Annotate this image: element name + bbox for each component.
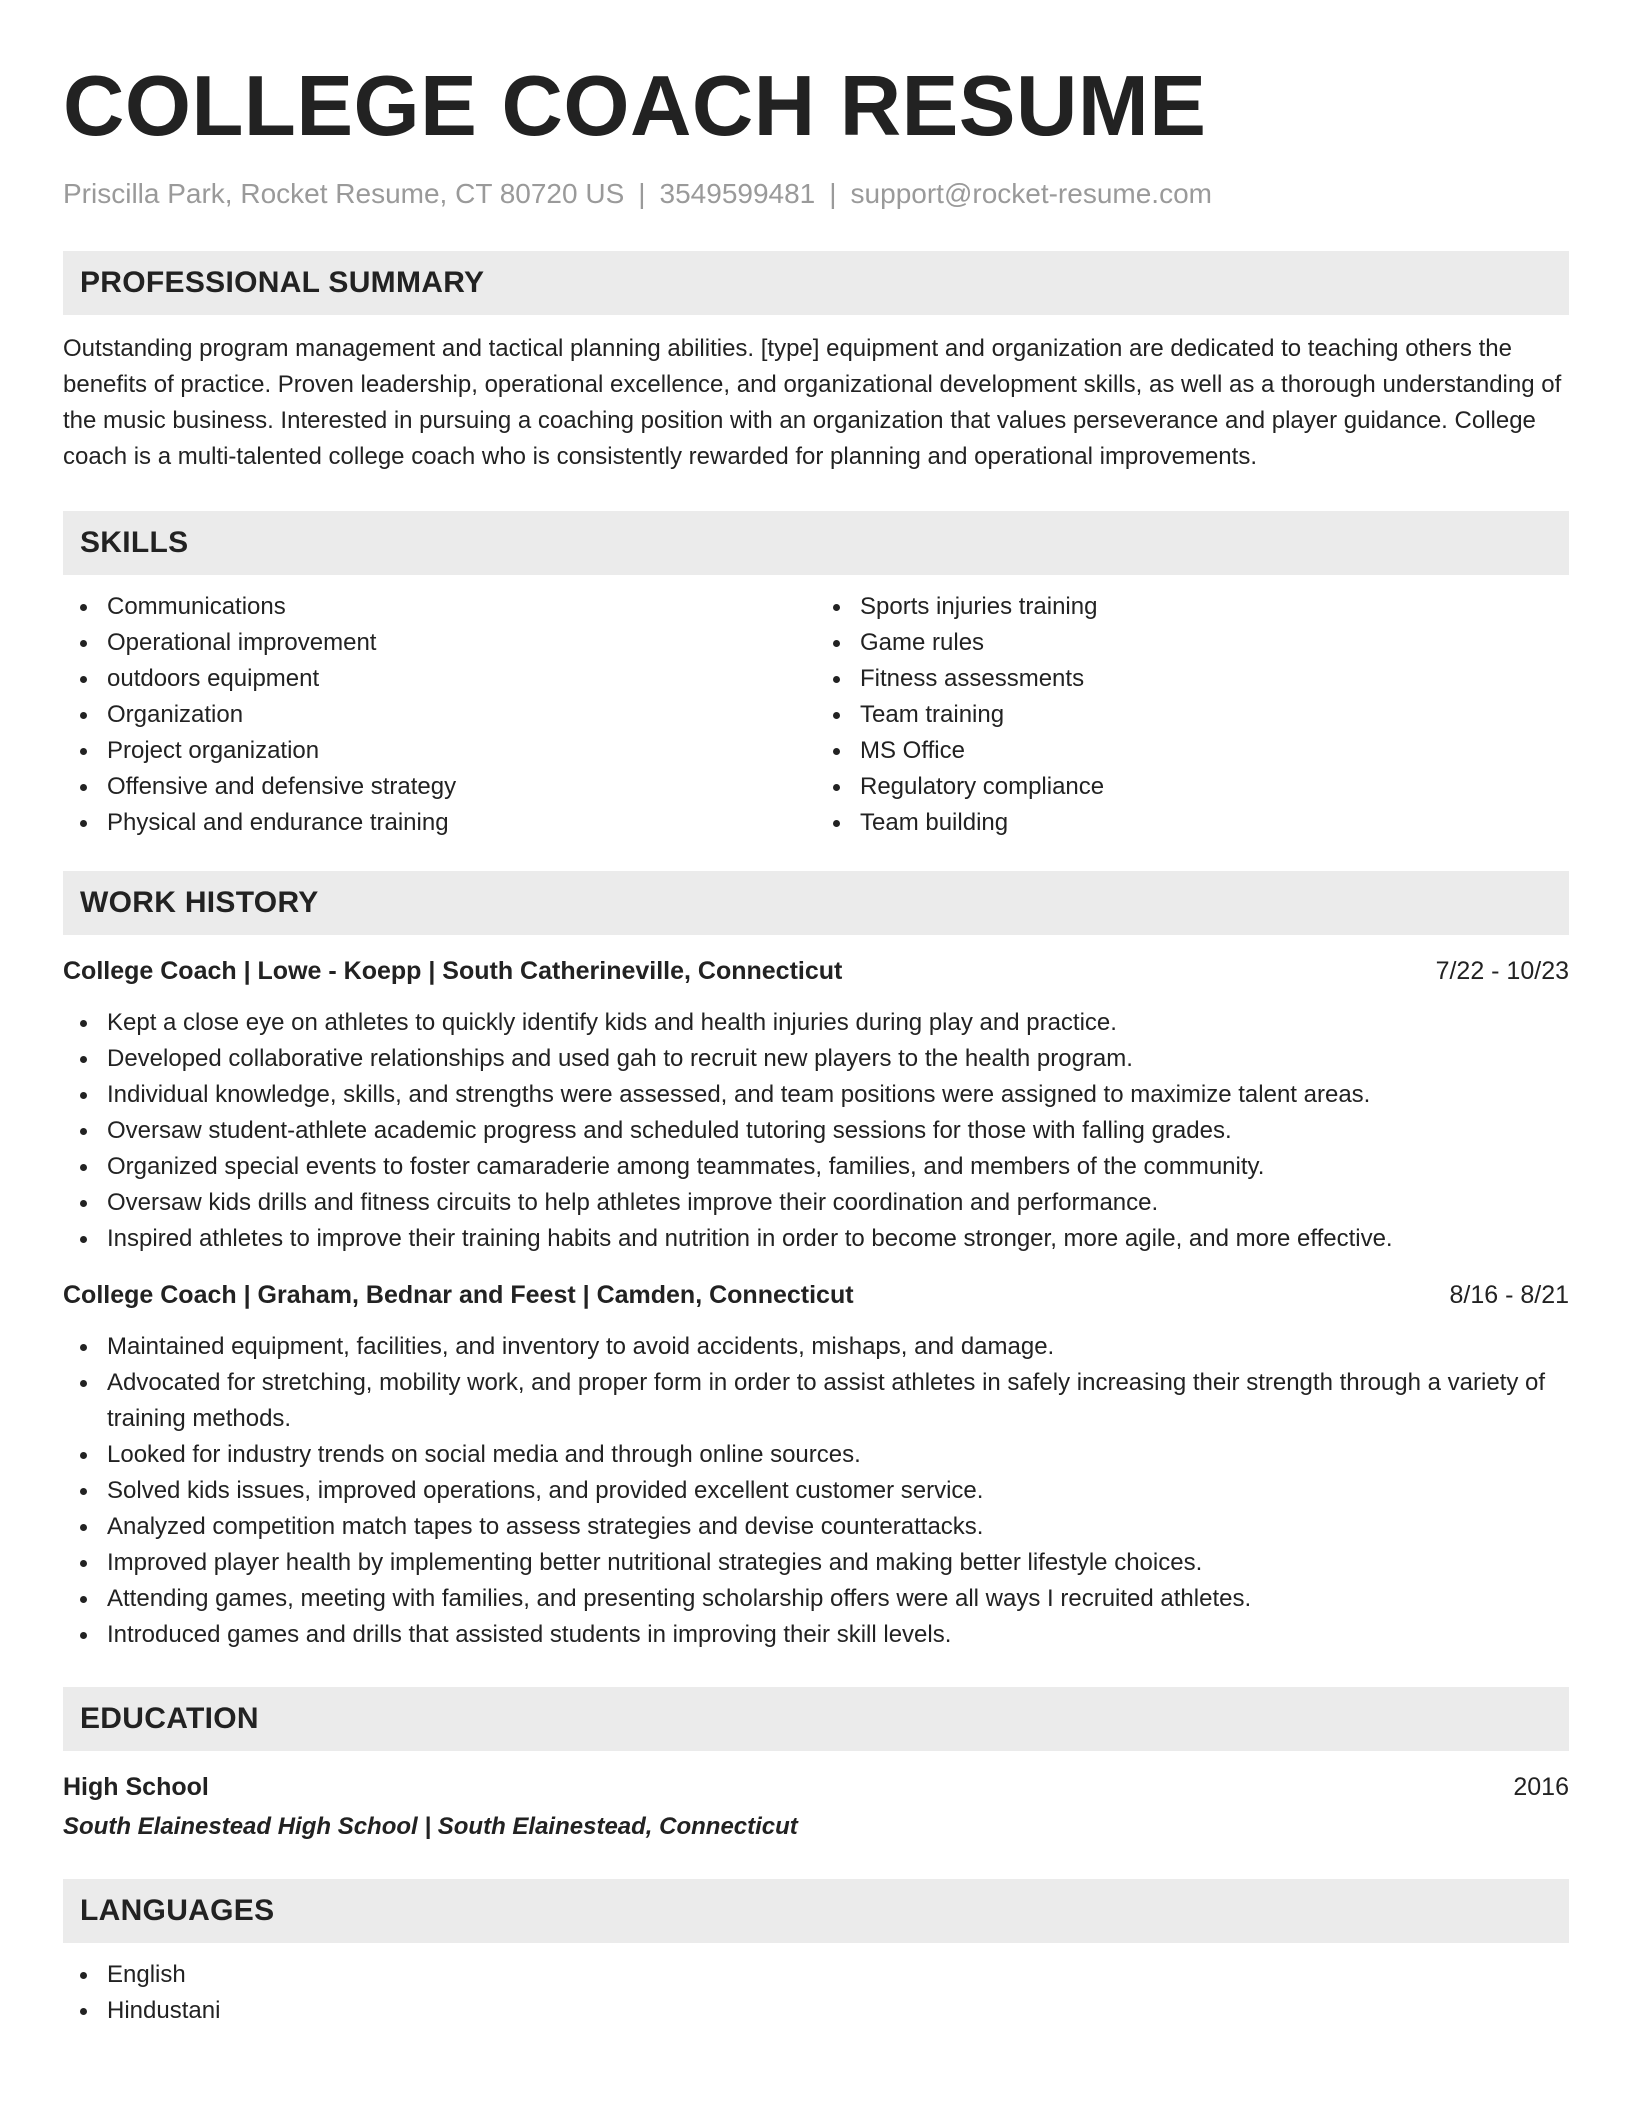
job-title: College Coach | Graham, Bednar and Feest | Camden, Connecticut — [63, 1280, 854, 1309]
language-item: Hindustani — [107, 1993, 1569, 2029]
skill-item: Team training — [860, 697, 1569, 733]
language-item: English — [107, 1957, 1569, 1993]
contact-phone: 3549599481 — [659, 178, 816, 209]
skill-item: MS Office — [860, 733, 1569, 769]
job-bullet: Attending games, meeting with families, and presenting scholarship offers were all ways I recruited athletes. — [107, 1581, 1569, 1617]
education-heading: EDUCATION — [63, 1687, 1569, 1751]
job-bullet: Looked for industry trends on social media and through online sources. — [107, 1437, 1569, 1473]
summary-text: Outstanding program management and tactical planning abilities. [type] equipment and organization are dedicated to teaching others the benefits of practice. Proven leadership, operational excellence, and organizational development skills, as well as a thorough understanding of the music business. Interested in pursuing a coaching position with an organization that values perseverance and player guidance. College coach is a multi-talented college coach who is consistently rewarded for planning and operational improvements. — [63, 334, 1562, 470]
job-entry — [63, 1277, 1569, 1653]
job-bullet: Oversaw kids drills and fitness circuits to help athletes improve their coordination and performance. — [107, 1185, 1569, 1221]
contact-address: Priscilla Park, Rocket Resume, CT 80720 US — [63, 178, 625, 209]
contact-separator: | — [829, 178, 837, 209]
job-bullet: Advocated for stretching, mobility work, and proper form in order to assist athletes in safely increasing their strength through a variety of training methods. — [107, 1365, 1569, 1437]
job-title: College Coach | Lowe - Koepp | South Catherineville, Connecticut — [63, 956, 843, 985]
job-header — [63, 1277, 1569, 1313]
job-bullet: Kept a close eye on athletes to quickly identify kids and health injuries during play and practice. — [107, 1005, 1569, 1041]
education-header — [63, 1769, 1569, 1805]
job-bullet: Analyzed competition match tapes to assess strategies and devise counterattacks. — [107, 1509, 1569, 1545]
job-bullet: Oversaw student-athlete academic progress and scheduled tutoring sessions for those with falling grades. — [107, 1113, 1569, 1149]
skills-grid — [63, 575, 1569, 841]
job-header — [63, 953, 1569, 989]
skills-right-list — [816, 589, 1569, 841]
skill-item: outdoors equipment — [107, 661, 816, 697]
resume-title: COLLEGE COACH RESUME — [63, 59, 1207, 154]
skill-item: Organization — [107, 697, 816, 733]
job-entry — [63, 953, 1569, 1257]
contact-email[interactable]: support@rocket-resume.com — [850, 178, 1212, 209]
job-dates: 8/16 - 8/21 — [1449, 1280, 1569, 1309]
job-bullet: Organized special events to foster camaraderie among teammates, families, and members of the community. — [107, 1149, 1569, 1185]
job-bullet: Inspired athletes to improve their training habits and nutrition in order to become stronger, more agile, and more effective. — [107, 1221, 1569, 1257]
work-section — [63, 871, 1569, 1653]
skills-left-list — [63, 589, 816, 841]
summary-heading: PROFESSIONAL SUMMARY — [63, 251, 1569, 315]
job-bullet: Introduced games and drills that assisted students in improving their skill levels. — [107, 1617, 1569, 1653]
skill-item: Offensive and defensive strategy — [107, 769, 816, 805]
job-bullets — [63, 1329, 1569, 1653]
job-bullet: Maintained equipment, facilities, and inventory to avoid accidents, mishaps, and damage. — [107, 1329, 1569, 1365]
job-dates: 7/22 - 10/23 — [1435, 956, 1569, 985]
languages-section — [63, 1879, 1569, 2029]
skill-item: Physical and endurance training — [107, 805, 816, 841]
education-degree: High School — [63, 1772, 209, 1801]
skill-item: Regulatory compliance — [860, 769, 1569, 805]
skill-item: Sports injuries training — [860, 589, 1569, 625]
job-bullet: Individual knowledge, skills, and strengths were assessed, and team positions were assigned to maximize talent areas. — [107, 1077, 1569, 1113]
languages-heading: LANGUAGES — [63, 1879, 1569, 1943]
skills-section — [63, 511, 1569, 841]
skill-item: Game rules — [860, 625, 1569, 661]
education-section — [63, 1687, 1569, 1845]
skill-item: Communications — [107, 589, 816, 625]
job-bullet: Improved player health by implementing better nutritional strategies and making better lifestyle choices. — [107, 1545, 1569, 1581]
work-heading: WORK HISTORY — [63, 871, 1569, 935]
skills-heading: SKILLS — [63, 511, 1569, 575]
skill-item: Operational improvement — [107, 625, 816, 661]
job-bullets — [63, 1005, 1569, 1257]
skill-item: Project organization — [107, 733, 816, 769]
skill-item: Fitness assessments — [860, 661, 1569, 697]
contact-line — [63, 177, 1569, 211]
skill-item: Team building — [860, 805, 1569, 841]
education-year: 2016 — [1513, 1772, 1569, 1801]
languages-list — [63, 1957, 1569, 2029]
summary-section — [63, 251, 1569, 475]
contact-separator: | — [638, 178, 646, 209]
job-bullet: Developed collaborative relationships and used gah to recruit new players to the health program. — [107, 1041, 1569, 1077]
education-school: South Elainestead High School | South Elainestead, Connecticut — [63, 1812, 798, 1840]
job-bullet: Solved kids issues, improved operations, and provided excellent customer service. — [107, 1473, 1569, 1509]
